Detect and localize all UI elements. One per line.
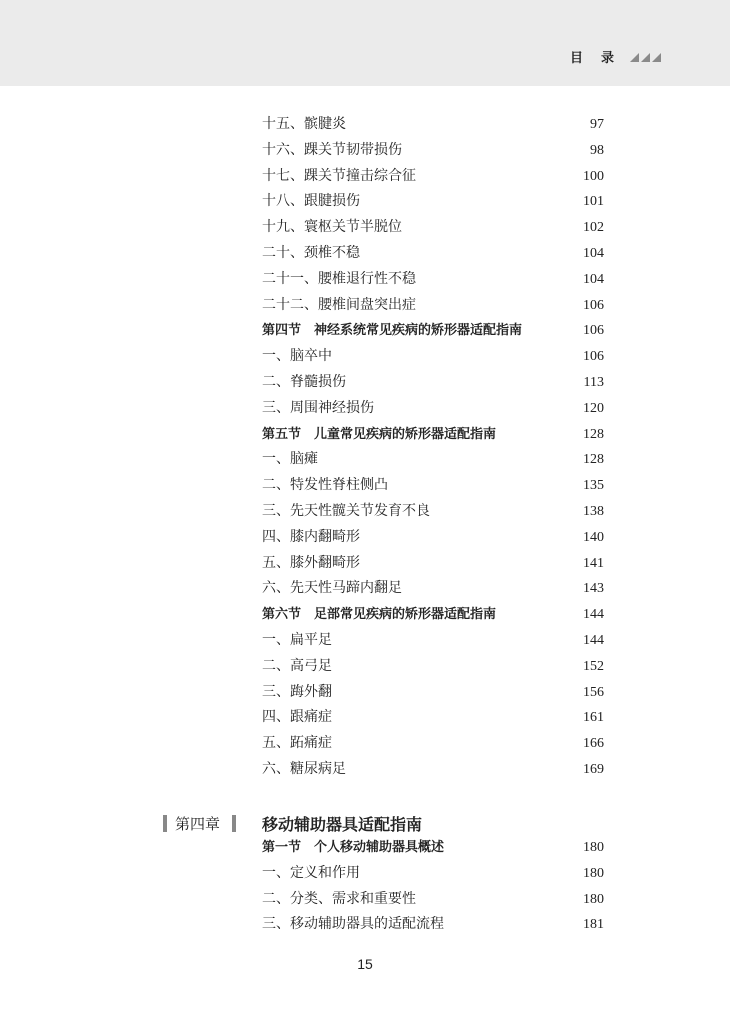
toc-entry-label: 五、跖痛症 — [262, 735, 332, 752]
toc-entry-row — [262, 370, 604, 396]
toc-entry-row — [262, 164, 604, 190]
toc-entry-page: 106 — [583, 349, 604, 365]
toc-entry-label: 二、脊髓损伤 — [262, 373, 346, 390]
toc-entry-row — [262, 396, 604, 422]
toc-section-row — [262, 835, 604, 861]
toc-entry-label: 十八、跟腱损伤 — [262, 193, 360, 210]
toc-entry-label: 一、脑卒中 — [262, 348, 332, 365]
toc-entry-label: 三、周围神经损伤 — [262, 399, 374, 416]
toc-entry-page: 180 — [583, 840, 604, 855]
toc-entry-page: 144 — [583, 632, 604, 648]
toc-entry-row — [262, 576, 604, 602]
header-title-part2: 录 — [600, 51, 614, 66]
toc-entry-row — [262, 912, 604, 938]
toc-entry-label: 二、分类、需求和重要性 — [262, 890, 416, 907]
toc-entry-label: 二十一、腰椎退行性不稳 — [262, 270, 416, 287]
header-title-part1: 目 — [569, 51, 583, 66]
toc-entry-row — [262, 112, 604, 138]
toc-entry-page: 104 — [583, 245, 604, 261]
toc-entry-label: 三、踇外翻 — [262, 683, 332, 700]
chapter-number: 第四章 — [175, 815, 221, 833]
toc-entry-label: 二十、颈椎不稳 — [262, 244, 360, 261]
toc-entry-row — [262, 473, 604, 499]
toc-entry-label: 三、先天性髋关节发育不良 — [262, 502, 430, 519]
toc-entry-label: 四、膝内翻畸形 — [262, 528, 360, 545]
toc-entry-page: 181 — [583, 917, 604, 933]
toc-entry-page: 144 — [583, 607, 604, 623]
toc-entry-row — [262, 731, 604, 757]
toc-entry-page: 101 — [583, 194, 604, 210]
chapter-marker-left — [163, 815, 167, 832]
toc-entry-page: 180 — [583, 891, 604, 907]
toc-entry-page: 152 — [583, 658, 604, 674]
toc-entry-row — [262, 525, 604, 551]
toc-entry-page: 156 — [583, 684, 604, 700]
toc-entry-row — [262, 241, 604, 267]
toc-section-row — [262, 318, 604, 344]
toc-entry-row — [262, 628, 604, 654]
toc-entry-label: 二、高弓足 — [262, 657, 332, 674]
toc-list — [262, 112, 604, 783]
toc-section-row — [262, 602, 604, 628]
toc-entry-page: 106 — [583, 323, 604, 339]
toc-entry-page: 140 — [583, 529, 604, 545]
toc-entry-label: 四、跟痛症 — [262, 709, 332, 726]
header-triangle-icon — [630, 53, 639, 62]
chapter-heading — [163, 810, 604, 838]
toc-entry-page: 180 — [583, 865, 604, 881]
toc-entry-label: 五、膝外翻畸形 — [262, 554, 360, 571]
page-number: 15 — [357, 956, 373, 972]
toc-entry-page: 141 — [583, 555, 604, 571]
toc-entry-row — [262, 267, 604, 293]
toc-entry-page: 135 — [583, 478, 604, 494]
toc-entry-label: 十七、踝关节撞击综合征 — [262, 167, 416, 184]
toc-entry-row — [262, 215, 604, 241]
header-title — [570, 47, 614, 66]
header-triangle-icon — [641, 53, 650, 62]
toc-entry-page: 143 — [583, 581, 604, 597]
toc-entry-row — [262, 293, 604, 319]
toc-list-chapter — [262, 835, 604, 938]
toc-entry-page: 98 — [590, 142, 604, 158]
toc-entry-label: 二十二、腰椎间盘突出症 — [262, 296, 416, 313]
toc-entry-page: 113 — [583, 374, 604, 390]
toc-entry-row — [262, 551, 604, 577]
toc-entry-page: 128 — [583, 426, 604, 442]
toc-entry-page: 104 — [583, 271, 604, 287]
toc-entry-row — [262, 654, 604, 680]
toc-entry-label: 第六节 足部常见疾病的矫形器适配指南 — [262, 607, 497, 623]
chapter-marker-right — [232, 815, 236, 832]
toc-entry-label: 第一节 个人移动辅助器具概述 — [262, 840, 445, 855]
toc-entry-page: 106 — [583, 297, 604, 313]
toc-entry-page: 169 — [583, 761, 604, 777]
page-header — [0, 0, 730, 86]
toc-entry-page: 120 — [583, 400, 604, 416]
toc-entry-label: 十六、踝关节韧带损伤 — [262, 141, 402, 158]
toc-entry-row — [262, 887, 604, 913]
toc-entry-label: 一、扁平足 — [262, 631, 332, 648]
toc-entry-label: 十九、寰枢关节半脱位 — [262, 219, 402, 236]
toc-entry-label: 第四节 神经系统常见疾病的矫形器适配指南 — [262, 323, 523, 339]
toc-entry-row — [262, 680, 604, 706]
toc-entry-row — [262, 705, 604, 731]
toc-entry-row — [262, 189, 604, 215]
toc-entry-label: 六、糖尿病足 — [262, 760, 346, 777]
toc-entry-label: 六、先天性马蹄内翻足 — [262, 580, 402, 597]
toc-entry-page: 100 — [583, 168, 604, 184]
chapter-title: 移动辅助器具适配指南 — [262, 815, 423, 834]
toc-entry-page: 161 — [583, 710, 604, 726]
toc-entry-label: 第五节 儿童常见疾病的矫形器适配指南 — [262, 426, 497, 442]
header-triangle-icon — [652, 53, 661, 62]
toc-entry-label: 三、移动辅助器具的适配流程 — [262, 916, 444, 933]
toc-entry-page: 138 — [583, 503, 604, 519]
toc-entry-label: 一、定义和作用 — [262, 864, 360, 881]
toc-entry-page: 128 — [583, 452, 604, 468]
toc-entry-row — [262, 499, 604, 525]
toc-entry-row — [262, 447, 604, 473]
toc-entry-row — [262, 861, 604, 887]
toc-entry-row — [262, 344, 604, 370]
toc-entry-page: 166 — [583, 736, 604, 752]
toc-entry-row — [262, 138, 604, 164]
toc-entry-page: 97 — [590, 117, 604, 132]
toc-entry-page: 102 — [583, 220, 604, 236]
toc-entry-label: 一、脑瘫 — [262, 451, 318, 468]
toc-entry-row — [262, 757, 604, 783]
toc-section-row — [262, 422, 604, 448]
toc-entry-label: 二、特发性脊柱侧凸 — [262, 477, 388, 494]
toc-entry-label: 十五、髌腱炎 — [262, 116, 346, 132]
